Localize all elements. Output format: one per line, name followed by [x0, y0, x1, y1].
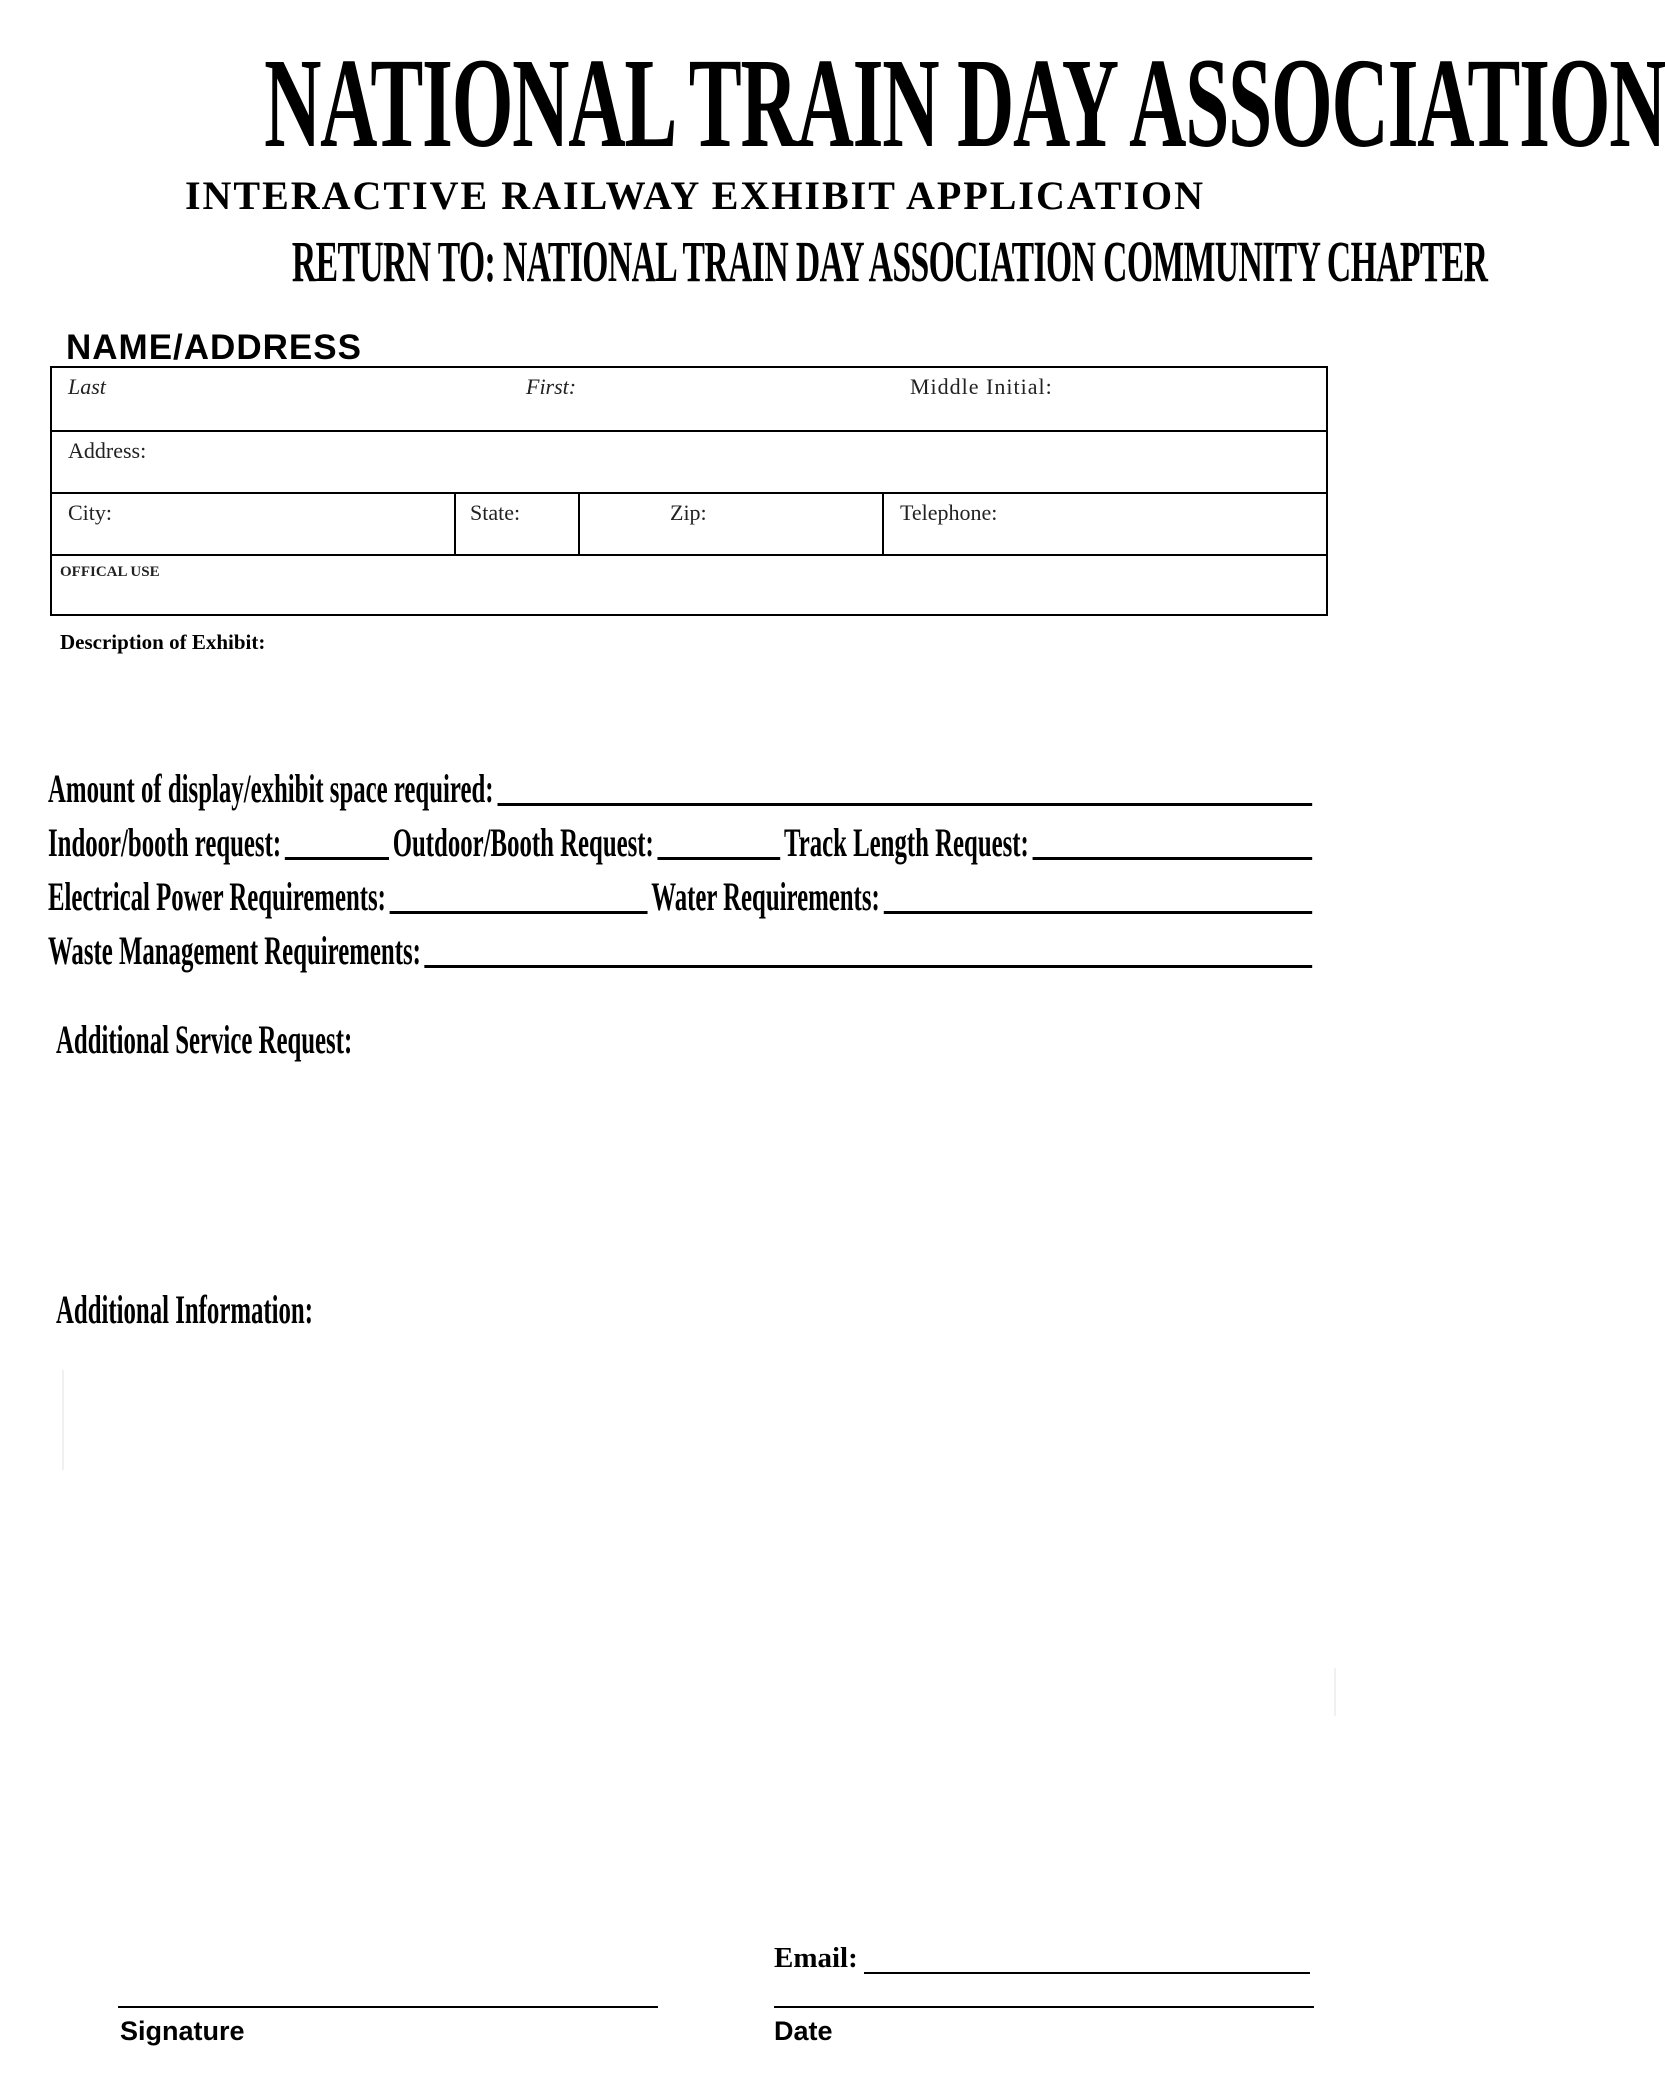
outdoor-booth-line[interactable] — [658, 821, 781, 860]
indoor-booth-label: Indoor/booth request: — [48, 820, 282, 865]
additional-service-label: Additional Service Request: — [56, 1017, 353, 1062]
outdoor-booth-label: Outdoor/Booth Request: — [392, 820, 654, 865]
water-requirements-label: Water Requirements: — [651, 874, 880, 919]
waste-management-row — [48, 924, 1316, 974]
water-requirements-line[interactable] — [883, 875, 1312, 914]
date-label: Date — [774, 2016, 833, 2046]
official-use-label: OFFICAL USE — [60, 564, 160, 580]
name-address-table — [50, 366, 1328, 616]
address-label: Address: — [68, 438, 147, 463]
official-use-cell — [52, 556, 1326, 616]
telephone-label: Telephone: — [900, 500, 998, 525]
power-water-row — [48, 870, 1316, 920]
space-required-line[interactable] — [497, 767, 1312, 806]
additional-info-label: Additional Information: — [56, 1287, 313, 1332]
indoor-booth-line[interactable] — [285, 821, 389, 860]
space-required-row — [48, 762, 1316, 812]
email-label: Email: — [774, 1942, 858, 1974]
zip-cell[interactable] — [578, 494, 882, 554]
telephone-cell[interactable] — [882, 494, 1326, 554]
middle-initial-cell[interactable] — [846, 368, 1326, 430]
waste-management-label: Waste Management Requirements: — [48, 928, 421, 973]
address-cell[interactable] — [52, 432, 1326, 492]
email-line[interactable] — [864, 1972, 1310, 1974]
date-line[interactable] — [774, 2006, 1314, 2008]
city-row — [52, 494, 1326, 556]
form-subtitle: INTERACTIVE RAILWAY EXHIBIT APPLICATION — [184, 173, 1206, 218]
signature-line[interactable] — [118, 2006, 658, 2008]
scan-artifact — [1334, 1668, 1336, 1716]
name-address-heading: NAME/ADDRESS — [66, 328, 362, 367]
last-name-label: Last — [68, 374, 106, 399]
name-row — [52, 368, 1326, 432]
signature-label: Signature — [120, 2016, 245, 2046]
address-row — [52, 432, 1326, 494]
first-name-cell[interactable] — [492, 368, 846, 430]
official-use-row — [52, 556, 1326, 616]
last-name-cell[interactable] — [52, 368, 492, 430]
state-cell[interactable] — [454, 494, 578, 554]
booth-request-row — [48, 816, 1316, 866]
city-cell[interactable] — [52, 494, 454, 554]
track-length-label: Track Length Request: — [784, 820, 1029, 865]
state-label: State: — [470, 500, 521, 525]
space-required-label: Amount of display/exhibit space required: — [48, 766, 494, 811]
description-label: Description of Exhibit: — [60, 630, 266, 654]
first-name-label: First: — [526, 374, 577, 399]
waste-management-line[interactable] — [425, 929, 1313, 968]
form-title: NATIONAL TRAIN DAY ASSOCIATION — [264, 32, 1665, 174]
zip-label: Zip: — [670, 500, 707, 525]
electrical-power-label: Electrical Power Requirements: — [48, 874, 386, 919]
track-length-line[interactable] — [1033, 821, 1313, 860]
return-to-line: RETURN TO: NATIONAL TRAIN DAY ASSOCIATION COMMUNITY CHAPTER — [291, 229, 1488, 294]
scan-artifact — [62, 1370, 64, 1470]
city-label: City: — [68, 500, 113, 525]
electrical-power-line[interactable] — [390, 875, 648, 914]
middle-initial-label: Middle Initial: — [910, 374, 1053, 399]
